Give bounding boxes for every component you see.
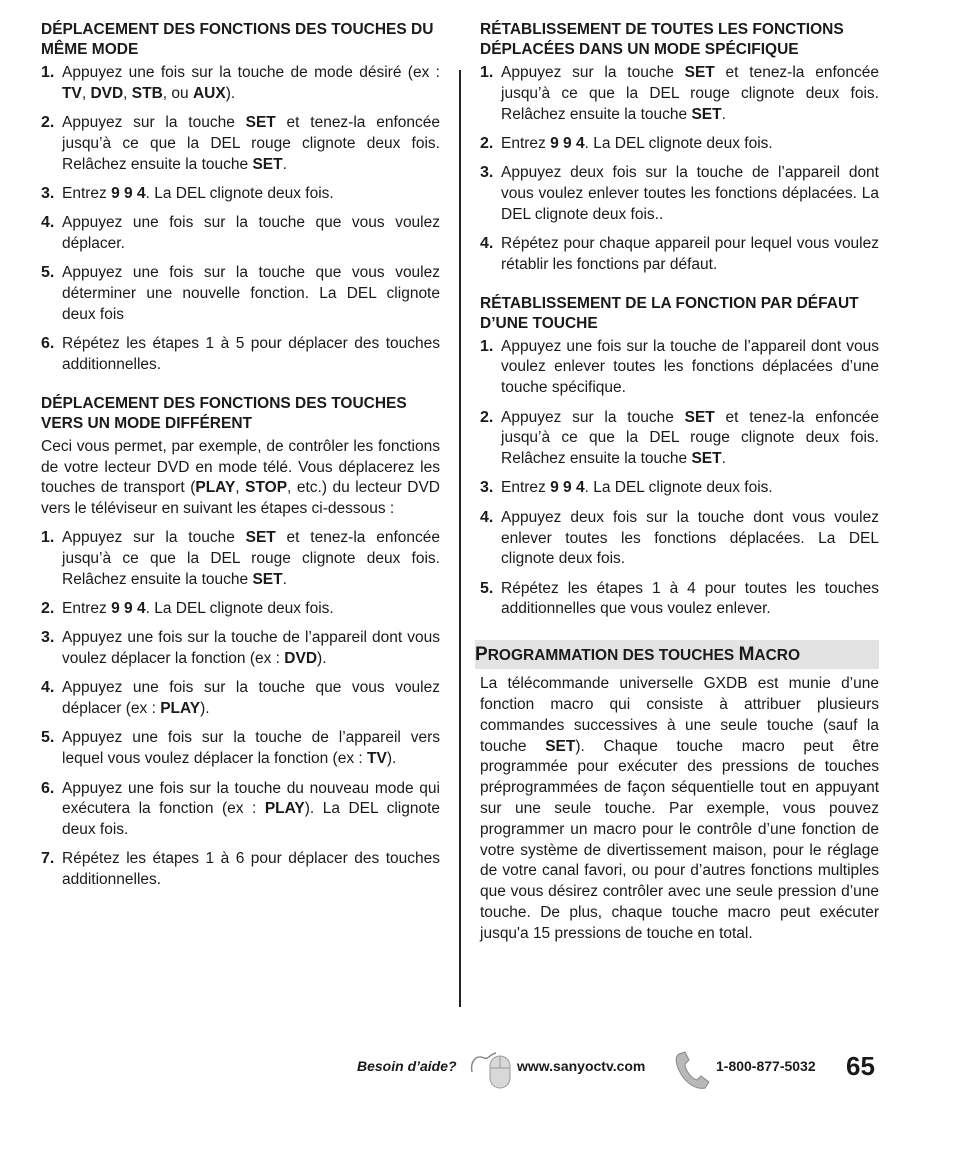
- step-number: 3.: [480, 479, 494, 497]
- instruction-section: [41, 20, 440, 376]
- step-item: [41, 63, 440, 105]
- section-intro: Ceci vous permet, par exemple, de contrôler les fonctions de votre lecteur DVD en mode télé. Vous déplacerez les touches de transport (PLAY, STOP, etc.) du lecteur DVD vers le téléviseur en suivant les étapes ci-dessous :: [41, 437, 440, 518]
- step-number: 2.: [41, 114, 55, 132]
- step-number: 4.: [480, 235, 494, 253]
- macro-heading-part: ROGRAMMATION DES TOUCHES: [487, 647, 739, 665]
- step-text: Entrez 9 9 4. La DEL clignote deux fois.: [62, 599, 334, 617]
- step-list: [480, 337, 879, 621]
- step-number: 5.: [41, 264, 55, 282]
- step-number: 3.: [480, 164, 494, 182]
- step-item: [41, 113, 440, 175]
- step-text: Répétez les étapes 1 à 4 pour toutes les touches additionnelles que vous voulez enlever.: [501, 579, 879, 618]
- step-number: 5.: [41, 729, 55, 747]
- instruction-section: [41, 394, 440, 891]
- step-list: [41, 528, 440, 891]
- step-item: [480, 408, 879, 470]
- step-item: [41, 263, 440, 325]
- step-text: Répétez les étapes 1 à 5 pour déplacer des touches additionnelles.: [62, 335, 440, 374]
- macro-heading-part: M: [738, 644, 755, 666]
- step-item: [41, 779, 440, 841]
- step-number: 4.: [41, 214, 55, 232]
- step-item: [41, 528, 440, 590]
- website-link[interactable]: www.sanyoctv.com: [517, 1058, 646, 1074]
- step-text: Entrez 9 9 4. La DEL clignote deux fois.: [501, 134, 773, 152]
- step-number: 1.: [480, 337, 494, 355]
- step-text: Appuyez une fois sur la touche que vous voulez déplacer.: [62, 214, 440, 253]
- macro-description: La télécommande universelle GXDB est munie d’une fonction macro qui consiste à attribuer plusieurs commandes successives à une seule touche (sauf la touche SET). Chaque touche macro peut être programmée pour exécuter des pressions de touches préprogrammées de façon séquentielle tout en appuyant sur une seule touche. Par exemple, vous pouvez programmer un macro pour le contrôle d’une fonction de votre système de divertissement maison, pour le réglage de votre canal favori, ou pour d’autres fonctions multiples que vous désirez contrôler avec une seule pression d’une touche. De plus, chaque touche macro peut exécuter jusqu'a 15 pressions de touche en total.: [480, 675, 879, 942]
- step-item: [41, 599, 440, 620]
- step-number: 2.: [480, 408, 494, 426]
- phone-number: 1-800-877-5032: [716, 1058, 816, 1074]
- step-text: Appuyez deux fois sur la touche dont vous voulez enlever toutes les fonctions déplacées. La DEL clignote deux fois.: [501, 508, 879, 568]
- page-number: 65: [846, 1051, 875, 1081]
- macro-section-heading: [475, 640, 879, 669]
- section-heading: DÉPLACEMENT DES FONCTIONS DES TOUCHES DU MÊME MODE: [41, 21, 434, 58]
- step-number: 6.: [41, 335, 55, 353]
- macro-heading-part: P: [475, 644, 488, 666]
- section-heading: DÉPLACEMENT DES FONCTIONS DES TOUCHES VERS UN MODE DIFFÉRENT: [41, 394, 407, 432]
- step-text: Appuyez une fois sur la touche du nouveau mode qui exécutera la fonction (ex : PLAY). La DEL clignote deux fois.: [62, 779, 440, 839]
- step-text: Répétez les étapes 1 à 6 pour déplacer des touches additionnelles.: [62, 850, 440, 889]
- step-item: [41, 728, 440, 770]
- column-divider: [459, 70, 461, 1007]
- step-number: 1.: [41, 64, 55, 81]
- step-number: 2.: [41, 599, 55, 617]
- step-text: Appuyez une fois sur la touche de l’appareil dont vous voulez déplacer la fonction (ex : DVD).: [62, 629, 440, 668]
- step-item: [41, 849, 440, 891]
- step-text: Entrez 9 9 4. La DEL clignote deux fois.: [501, 479, 773, 497]
- section-heading: RÉTABLISSEMENT DE LA FONCTION PAR DÉFAUT D’UNE TOUCHE: [480, 294, 859, 332]
- step-number: 3.: [41, 629, 55, 647]
- step-text: Appuyez deux fois sur la touche de l’appareil dont vous voulez enlever toutes les fonctions déplacées. La DEL clignote deux fois..: [501, 164, 879, 223]
- step-item: [480, 579, 879, 621]
- step-text: Appuyez sur la touche SET et tenez-la enfoncée jusqu’à ce que la DEL rouge clignote deux fois. Relâchez ensuite la touche SET.: [62, 529, 440, 588]
- step-item: [480, 134, 879, 155]
- step-number: 2.: [480, 134, 494, 152]
- step-item: [41, 184, 440, 205]
- step-text: Entrez 9 9 4. La DEL clignote deux fois.: [62, 184, 334, 202]
- step-number: 5.: [480, 579, 494, 597]
- step-list: [41, 63, 440, 376]
- step-text: Appuyez une fois sur la touche de l’appareil vers lequel vous voulez déplacer la fonction (ex : TV).: [62, 729, 440, 768]
- page-footer: [0, 1050, 954, 1090]
- step-number: 1.: [480, 64, 494, 81]
- step-number: 3.: [41, 184, 55, 202]
- section-heading: RÉTABLISSEMENT DE TOUTES LES FONCTIONS DÉPLACÉES DANS UN MODE SPÉCIFIQUE: [480, 21, 844, 58]
- instruction-section: [480, 294, 879, 621]
- mouse-icon: [468, 1050, 514, 1097]
- step-text: Appuyez une fois sur la touche de l’appareil dont vous voulez enlever toutes les fonctions déplacées d’une touche spécifique.: [501, 337, 879, 397]
- step-item: [41, 628, 440, 670]
- step-text: Appuyez une fois sur la touche de mode désiré (ex : TV, DVD, STB, ou AUX).: [62, 64, 440, 102]
- step-text: Répétez pour chaque appareil pour lequel vous voulez rétablir les fonctions par défaut.: [501, 235, 879, 273]
- help-text: Besoin d’aide?: [357, 1058, 457, 1074]
- step-text: Appuyez sur la touche SET et tenez-la enfoncée jusqu’à ce que la DEL rouge clignote deux fois. Relâchez ensuite la touche SET.: [501, 408, 879, 468]
- step-text: Appuyez sur la touche SET et tenez-la enfoncée jusqu’à ce que la DEL rouge clignote deux fois. Relâchez ensuite la touche SET.: [62, 114, 440, 173]
- step-number: 4.: [41, 679, 55, 697]
- step-item: [480, 337, 879, 399]
- step-list: [480, 63, 879, 276]
- left-column: [41, 20, 440, 909]
- step-text: Appuyez sur la touche SET et tenez-la enfoncée jusqu’à ce que la DEL rouge clignote deux fois. Relâchez ensuite la touche SET.: [501, 64, 879, 123]
- step-item: [41, 678, 440, 720]
- step-item: [480, 478, 879, 499]
- step-number: 7.: [41, 850, 55, 868]
- step-text: Appuyez une fois sur la touche que vous voulez déterminer une nouvelle fonction. La DEL clignote deux fois: [62, 264, 440, 323]
- step-number: 6.: [41, 779, 55, 797]
- step-item: [480, 508, 879, 570]
- step-item: [41, 213, 440, 255]
- instruction-section: [480, 20, 879, 276]
- step-item: [480, 63, 879, 125]
- right-column: [475, 20, 879, 953]
- step-number: 4.: [480, 508, 494, 526]
- step-text: Appuyez une fois sur la touche que vous voulez déplacer (ex : PLAY).: [62, 679, 440, 718]
- step-number: 1.: [41, 529, 55, 547]
- phone-icon: [673, 1050, 717, 1097]
- macro-heading-part: ACRO: [754, 647, 801, 665]
- step-item: [41, 334, 440, 376]
- step-item: [480, 163, 879, 225]
- step-item: [480, 234, 879, 276]
